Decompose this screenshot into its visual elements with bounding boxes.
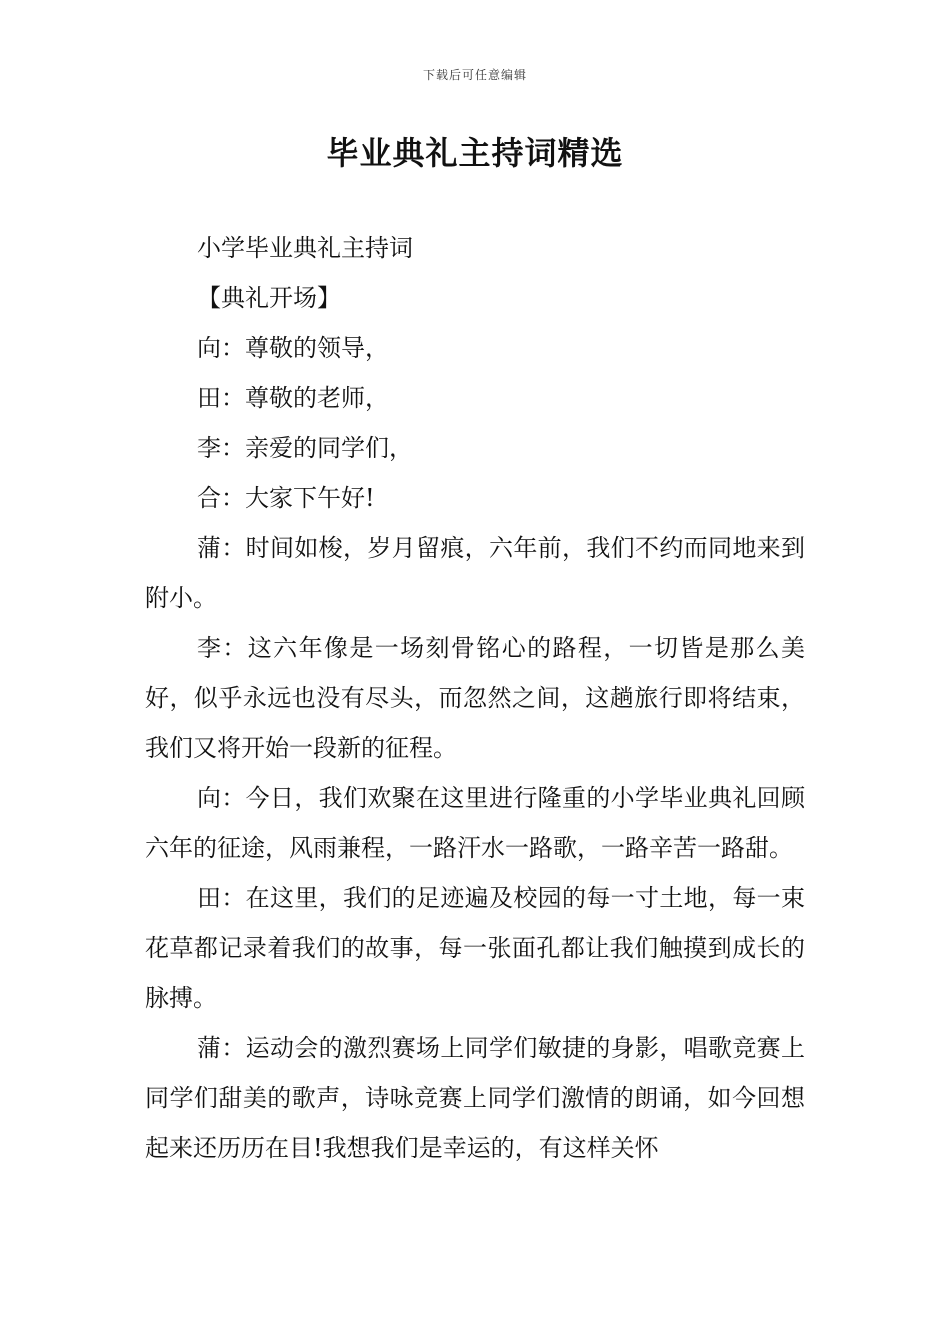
paragraph: 蒲：运动会的激烈赛场上同学们敏捷的身影，唱歌竞赛上同学们甜美的歌声，诗咏竞赛上同学们激情的朗诵，如今回想起来还历历在目!我想我们是幸运的，有这样关怀 [145, 1034, 805, 1162]
paragraph: 向：尊敬的领导， [197, 334, 389, 362]
header-note: 下载后可任意编辑 [422, 68, 527, 82]
paragraph: 李：亲爱的同学们， [197, 434, 413, 462]
paragraph: 【典礼开场】 [197, 284, 341, 312]
paragraph: 合：大家下午好! [197, 484, 375, 512]
paragraph: 田：尊敬的老师， [197, 384, 389, 412]
paragraph: 向：今日，我们欢聚在这里进行隆重的小学毕业典礼回顾六年的征途，风雨兼程，一路汗水一路歌，一路辛苦一路甜。 [145, 784, 805, 862]
document-body [145, 223, 805, 1173]
paragraph: 李：这六年像是一场刻骨铭心的路程，一切皆是那么美好，似乎永远也没有尽头，而忽然之间，这趟旅行即将结束，我们又将开始一段新的征程。 [145, 634, 805, 762]
paragraph: 蒲：时间如梭，岁月留痕，六年前，我们不约而同地来到附小。 [145, 534, 805, 612]
document-title: 毕业典礼主持词精选 [326, 134, 624, 172]
paragraph: 小学毕业典礼主持词 [197, 234, 413, 262]
paragraph: 田：在这里，我们的足迹遍及校园的每一寸土地，每一束花草都记录着我们的故事，每一张面孔都让我们触摸到成长的脉搏。 [145, 884, 805, 1012]
